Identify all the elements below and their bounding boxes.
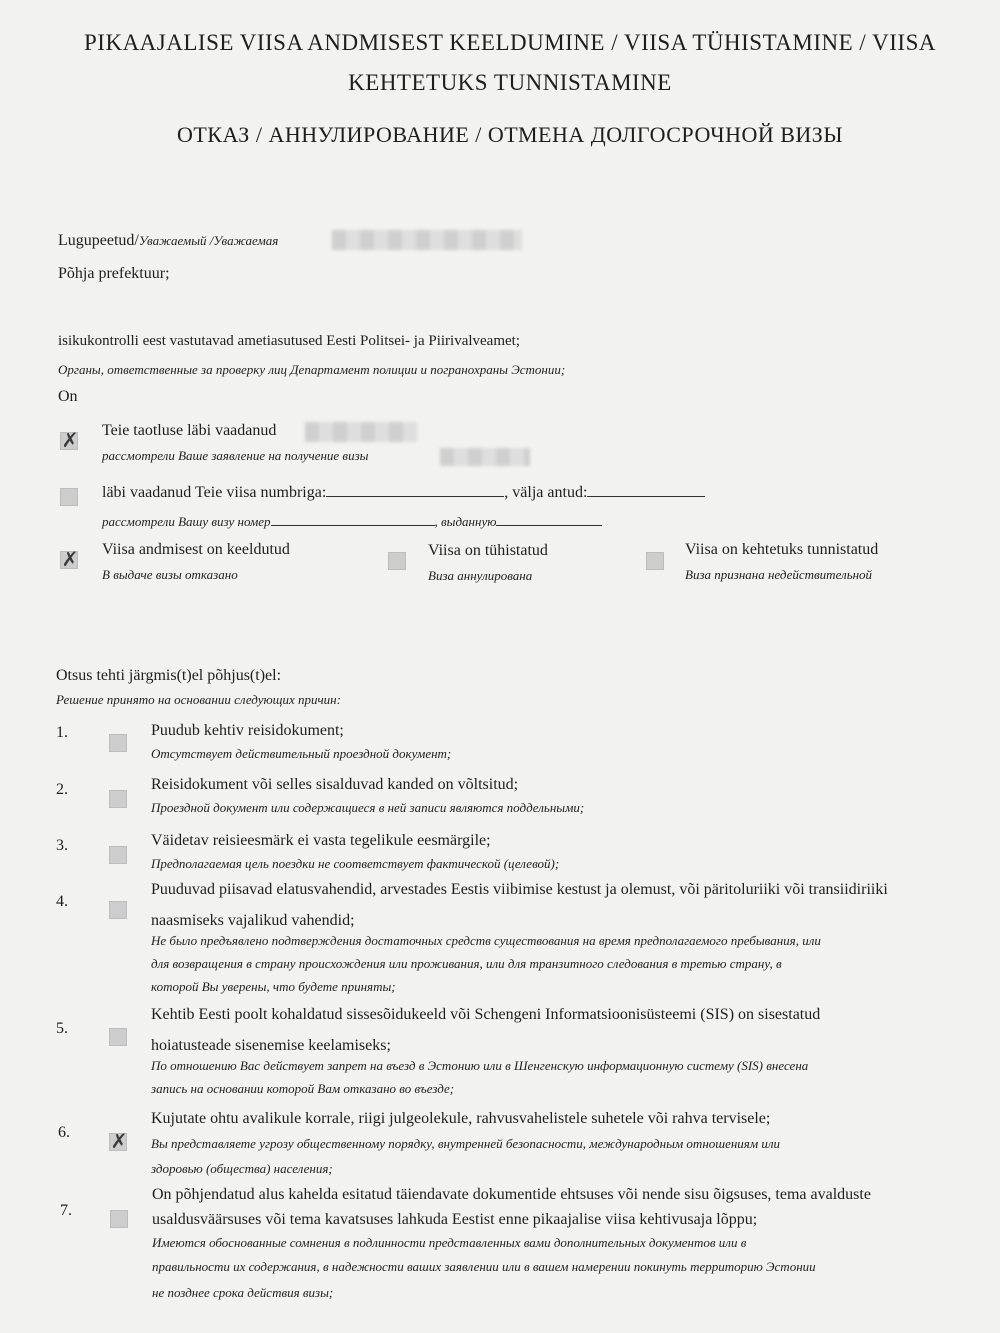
reviewed-checkbox[interactable] — [60, 428, 79, 452]
reason-3-number: 3. — [56, 837, 68, 854]
reason-4-ru-1: Не было предъявлено подтверждения достаточных средств существования на время предполагаемого пребывания, или — [151, 933, 821, 948]
reason-5-ru-2: запись на основании которой Вам отказано во въезде; — [151, 1081, 455, 1096]
reason-3-checkbox[interactable] — [109, 846, 127, 864]
reason-7-number: 7. — [60, 1202, 72, 1219]
reason-2-ru: Проездной документ или содержащиеся в ней записи являются поддельными; — [151, 800, 585, 815]
title-et-line1: PIKAAJALISE VIISA ANDMISEST KEELDUMINE / VIISA TÜHISTAMINE / VIISA — [84, 30, 936, 55]
reason-4-checkbox[interactable] — [109, 901, 127, 919]
redacted-reviewer — [305, 422, 417, 442]
reason-5-et-2: hoiatusteade sisenemise keelamiseks; — [151, 1037, 391, 1054]
reason-2-et: Reisidokument või selles sisalduvad kanded on võltsitud; — [151, 776, 519, 793]
decision-refused-ru: В выдаче визы отказано — [102, 567, 238, 582]
reason-7-ru-1: Имеются обоснованные сомнения в подлинности представленных вами дополнительных документов или в — [152, 1235, 747, 1250]
decision-revoked-checkbox[interactable] — [646, 552, 664, 570]
reason-7-et-2: usaldusväärsuses või tema kavatsuses lahkuda Eestist enne pikaajalise viisa kehtivusaja lõppu; — [152, 1211, 758, 1228]
reason-5-number: 5. — [56, 1020, 68, 1037]
reason-5-checkbox[interactable] — [109, 1028, 127, 1046]
reason-5-et-1: Kehtib Eesti poolt kohaldatud sissesõidukeeld või Schengeni Informatsioonisüsteemi (SIS) on sisestatud — [151, 1006, 821, 1023]
reasons-header-ru: Решение принято на основании следующих причин: — [56, 692, 341, 707]
reason-6-ru-2: здоровью (общества) населения; — [151, 1161, 333, 1176]
visa-number-blank-ru[interactable] — [271, 511, 435, 526]
reason-1-checkbox[interactable] — [109, 734, 127, 752]
reviewed-et: Teie taotluse läbi vaadanud — [102, 422, 277, 439]
title-ru: ОТКАЗ / АННУЛИРОВАНИЕ / ОТМЕНА ДОЛГОСРОЧНОЙ ВИЗЫ — [176, 122, 844, 147]
issued-label-ru: , выданную — [434, 514, 497, 529]
reason-4-ru-3: которой Вы уверены, что будете приняты; — [151, 979, 396, 994]
reason-5-ru-1: По отношению Вас действует запрет на въезд в Эстонию или в Шенгенскую информационную систему (SIS) внесена — [151, 1058, 809, 1073]
x-mark-icon: ✗ — [110, 1129, 128, 1153]
visa-number-blank[interactable] — [326, 482, 504, 497]
reason-7-checkbox[interactable] — [110, 1210, 128, 1228]
decision-refused-et: Viisa andmisest on keeldutud — [102, 541, 290, 558]
reason-6-number: 6. — [58, 1124, 70, 1141]
visa-number-line-et — [102, 482, 705, 502]
reason-1-ru: Отсутствует действительный проездной документ; — [151, 746, 452, 761]
salutation-ru: Уважаемый /Уважаемая — [138, 233, 279, 248]
reasons-header-et: Otsus tehti järgmis(t)el põhjus(t)el: — [56, 667, 282, 684]
decision-revoked-ru: Виза признана недействительной — [685, 567, 873, 582]
reason-7-et-1: On põhjendatud alus kahelda esitatud täiendavate dokumentide ehtsuses või nende sisu õigsuses, tema avalduste — [152, 1186, 871, 1203]
visa-number-label-ru: рассмотрели Вашу визу номер — [102, 514, 271, 529]
reason-6-ru-1: Вы представляете угрозу общественному порядку, внутренней безопасности, международным отношениям или — [151, 1136, 781, 1151]
reason-4-number: 4. — [56, 893, 68, 910]
reason-2-number: 2. — [56, 781, 68, 798]
authority-ru: Органы, ответственные за проверку лиц Департамент полиции и погранохраны Эстонии; — [58, 362, 566, 377]
title-et-line2: KEHTETUKS TUNNISTAMINE — [348, 70, 672, 95]
redacted-name — [332, 230, 522, 250]
reviewed-ru: рассмотрели Ваше заявление на получение визы — [102, 448, 369, 463]
reason-4-et-2: naasmiseks vajalikud vahendid; — [151, 912, 355, 929]
visa-number-line-ru — [102, 511, 602, 530]
visa-number-label-et: läbi vaadanud Teie viisa numbriga: — [102, 484, 327, 501]
x-mark-icon: ✗ — [61, 547, 79, 571]
issued-blank-ru[interactable] — [496, 511, 602, 526]
reason-1-et: Puudub kehtiv reisidokument; — [151, 722, 344, 739]
reason-1-number: 1. — [56, 724, 68, 741]
visa-number-checkbox[interactable] — [60, 488, 78, 506]
issued-label-et: , välja antud: — [504, 484, 588, 501]
decision-revoked-et: Viisa on kehtetuks tunnistatud — [685, 541, 879, 558]
redacted-visa-type — [440, 448, 530, 466]
issued-blank[interactable] — [587, 482, 705, 497]
reason-2-checkbox[interactable] — [109, 790, 127, 808]
on-label: On — [58, 388, 78, 405]
x-mark-icon: ✗ — [61, 428, 79, 452]
reason-4-et-1: Puuduvad piisavad elatusvahendid, arvestades Eestis viibimise kestust ja olemust, või päritoluriiki või transiidiriiki — [151, 881, 888, 898]
reason-7-ru-2: правильности их содержания, в надежности ваших заявлении или в вашем намерении покинуть территорию Эстонии — [152, 1259, 816, 1274]
reason-7-ru-3: не позднее срока действия визы; — [152, 1285, 334, 1300]
decision-annulled-ru: Виза аннулирована — [428, 568, 533, 583]
reason-4-ru-2: для возвращения в страну происхождения или проживания, или для транзитного следования в третью страну, в — [151, 956, 782, 971]
reason-6-checkbox[interactable] — [109, 1129, 128, 1153]
reason-3-ru: Предполагаемая цель поездки не соответствует фактической (целевой); — [151, 856, 560, 871]
authority-et: isikukontrolli eest vastutavad ametiasutused Eesti Politsei- ja Piirivalveamet; — [58, 333, 520, 349]
salutation-line — [58, 232, 278, 250]
prefecture: Põhja prefektuur; — [58, 265, 170, 282]
decision-annulled-et: Viisa on tühistatud — [428, 542, 548, 559]
reason-6-et: Kujutate ohtu avalikule korrale, riigi julgeolekule, rahvusvahelistele suhetele või rahva tervisele; — [151, 1110, 771, 1127]
reason-3-et: Väidetav reisieesmärk ei vasta tegelikule eesmärgile; — [151, 832, 491, 849]
decision-annulled-checkbox[interactable] — [388, 552, 406, 570]
decision-refused-checkbox[interactable] — [60, 547, 79, 571]
salutation-et: Lugupeetud/ — [58, 232, 139, 249]
